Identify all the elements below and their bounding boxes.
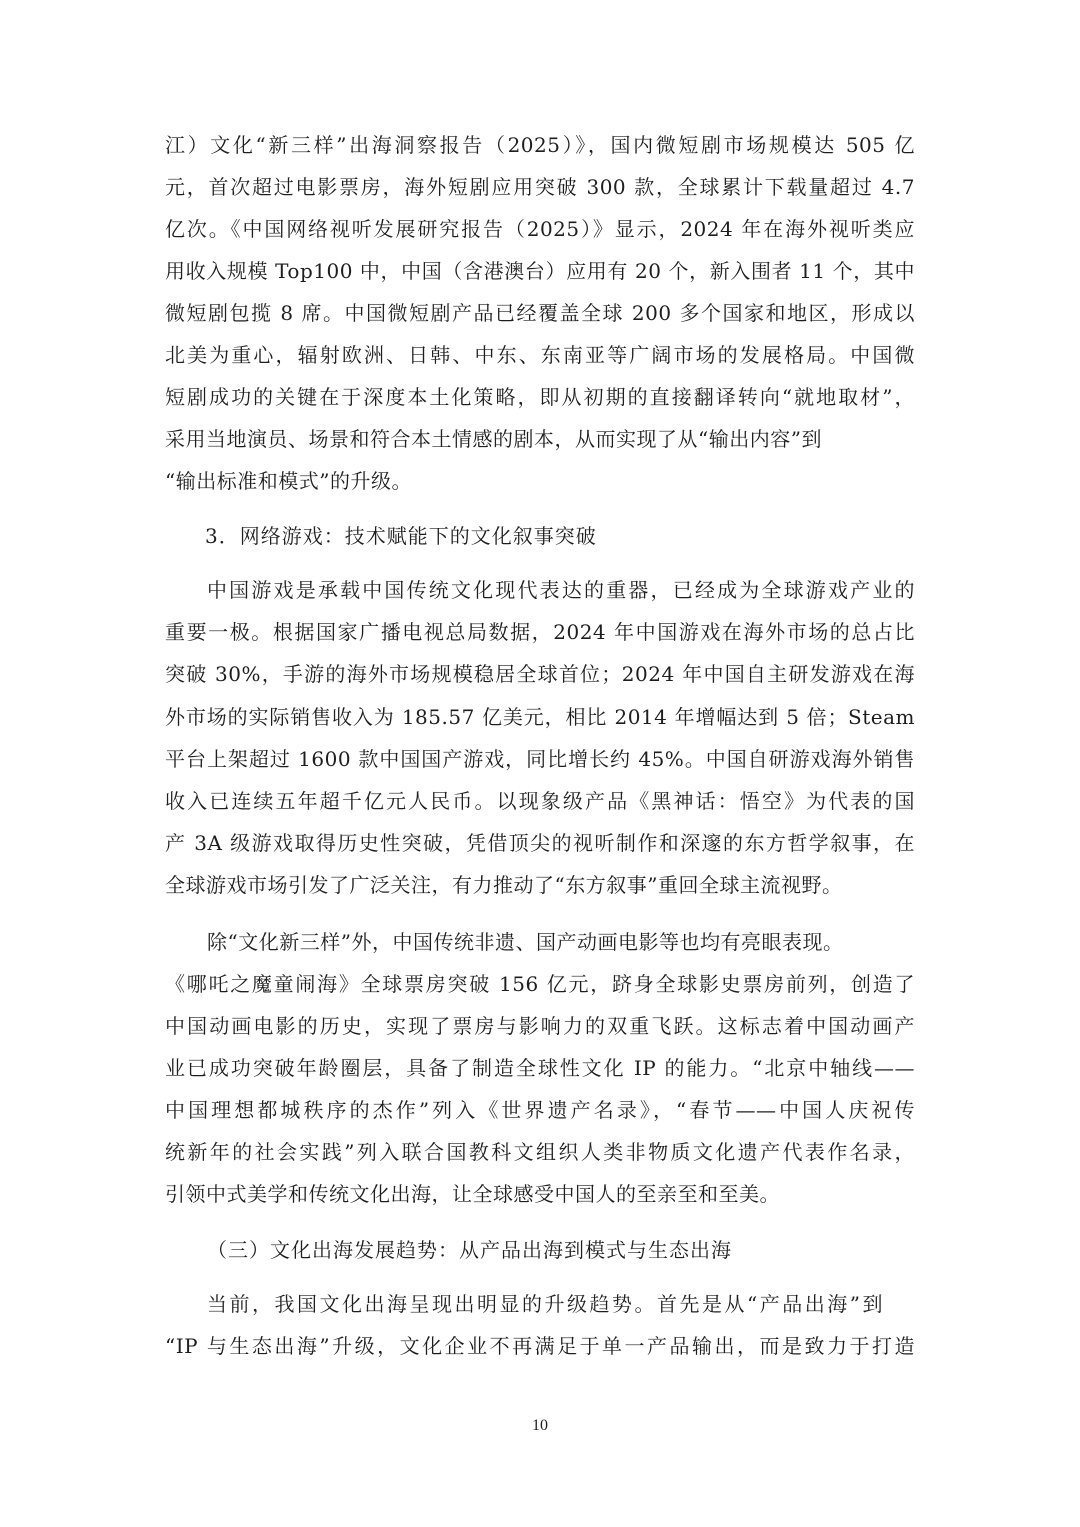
paragraph-line: 除“文化新三样”外，中国传统非遗、国产动画电影等也均有亮眼表现。 (207, 930, 844, 954)
paragraph-line: 《哪吒之魔童闹海》全球票房突破 156 亿元，跻身全球影史票房前列，创造了 (165, 972, 915, 996)
paragraph-line: “IP 与生态出海”升级，文化企业不再满足于单一产品输出，而是致力于打造 (165, 1334, 915, 1358)
paragraph-line: 收入已连续五年超千亿元人民币。以现象级产品《黑神话：悟空》为代表的国 (165, 789, 915, 813)
paragraph-line: 平台上架超过 1600 款中国国产游戏，同比增长约 45%。中国自研游戏海外销售 (165, 747, 915, 771)
paragraph-line: 北美为重心，辐射欧洲、日韩、中东、东南亚等广阔市场的发展格局。中国微 (165, 343, 915, 367)
paragraph-line: 全球游戏市场引发了广泛关注，有力推动了“东方叙事”重回全球主流视野。 (165, 873, 843, 897)
paragraph-line: 中国动画电影的历史，实现了票房与影响力的双重飞跃。这标志着中国动画产 (165, 1014, 915, 1038)
section-heading: 3．网络游戏：技术赋能下的文化叙事突破 (205, 524, 597, 548)
paragraph-line: 微短剧包揽 8 席。中国微短剧产品已经覆盖全球 200 多个国家和地区，形成以 (165, 301, 915, 325)
paragraph-line: 重要一极。根据国家广播电视总局数据，2024 年中国游戏在海外市场的总占比 (165, 620, 915, 644)
paragraph-line: 中国理想都城秩序的杰作”列入《世界遗产名录》，“春节——中国人庆祝传 (165, 1098, 915, 1122)
paragraph-line: 亿次。《中国网络视听发展研究报告（2025）》显示，2024 年在海外视听类应 (165, 217, 915, 241)
paragraph-line: 产 3A 级游戏取得历史性突破，凭借顶尖的视听制作和深邃的东方哲学叙事，在 (165, 831, 915, 855)
paragraph-line: 用收入规模 Top100 中，中国（含港澳台）应用有 20 个，新入围者 11 个，其中 (165, 259, 915, 283)
paragraph-line: 采用当地演员、场景和符合本土情感的剧本，从而实现了从“输出内容”到 (165, 427, 822, 451)
paragraph-line: “输出标准和模式”的升级。 (165, 469, 412, 493)
paragraph-line: 中国游戏是承载中国传统文化现代表达的重器，已经成为全球游戏产业的 (207, 578, 915, 602)
paragraph-line: 当前，我国文化出海呈现出明显的升级趋势。首先是从“产品出海”到 (207, 1292, 883, 1316)
paragraph-line: 业已成功突破年龄圈层，具备了制造全球性文化 IP 的能力。“北京中轴线—— (165, 1056, 915, 1080)
paragraph-line: 江）文化“新三样”出海洞察报告（2025）》，国内微短剧市场规模达 505 亿 (165, 133, 915, 157)
paragraph-line: 引领中式美学和传统文化出海，让全球感受中国人的至亲至和至美。 (165, 1182, 780, 1206)
paragraph-line: 短剧成功的关键在于深度本土化策略，即从初期的直接翻译转向“就地取材”， (165, 385, 915, 409)
paragraph-line: 元，首次超过电影票房，海外短剧应用突破 300 款，全球累计下载量超过 4.7 (165, 175, 915, 199)
page-number: 10 (532, 1417, 548, 1434)
paragraph-line: 统新年的社会实践”列入联合国教科文组织人类非物质文化遗产代表作名录， (165, 1140, 915, 1164)
paragraph-line: 突破 30%，手游的海外市场规模稳居全球首位；2024 年中国自主研发游戏在海 (165, 662, 915, 686)
paragraph-line: 外市场的实际销售收入为 185.57 亿美元，相比 2014 年增幅达到 5 倍；Steam (165, 705, 915, 729)
section-heading: （三）文化出海发展趋势：从产品出海到模式与生态出海 (207, 1238, 732, 1262)
